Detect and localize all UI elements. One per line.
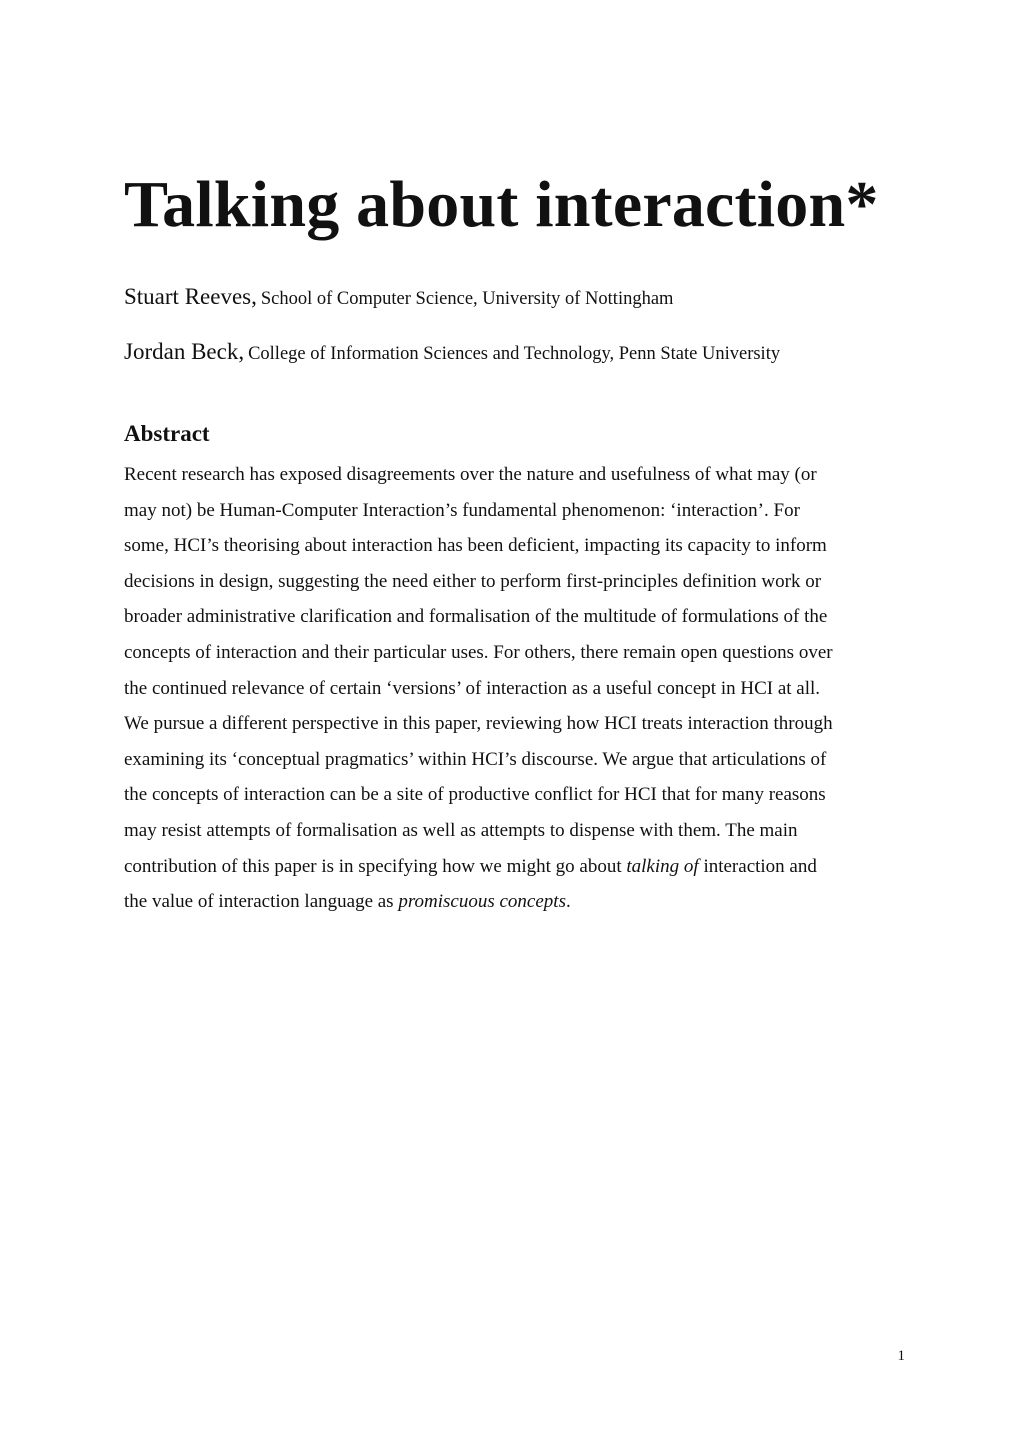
author-affiliation-1: School of Computer Science, University of Nottingham: [260, 289, 674, 309]
abstract-heading: Abstract: [124, 421, 210, 446]
author-name-2: Jordan Beck,: [124, 339, 245, 364]
abstract-line-2: may not) be Human-Computer Interaction’s fundamental phenomenon: ‘interaction’. For: [124, 499, 800, 521]
abstract-line-13-start: the value of interaction language as: [124, 891, 399, 913]
author-name-1: Stuart Reeves,: [124, 284, 257, 309]
abstract-line-7: the continued relevance of certain ‘versions’ of interaction as a useful concept in HCI at all.: [124, 677, 821, 699]
author-line-2: [124, 337, 780, 370]
abstract-line-12: [124, 849, 914, 885]
page-number: 1: [897, 1348, 905, 1364]
abstract-line-1: Recent research has exposed disagreements over the nature and usefulness of what may (or: [124, 464, 817, 485]
abstract-line-9: examining its ‘conceptual pragmatics’ within HCI’s discourse. We argue that articulations of: [124, 748, 827, 770]
abstract-line-12-start: contribution of this paper is in specifying how we might go about: [124, 855, 627, 877]
abstract-line-13-end: .: [565, 891, 571, 913]
abstract-emphasis-promiscuous-concepts: promiscuous concepts: [398, 891, 566, 913]
author-line-1: [124, 282, 673, 315]
abstract-line-11: may resist attempts of formalisation as well as attempts to dispense with them. The main: [124, 819, 798, 841]
abstract-line-4: decisions in design, suggesting the need either to perform first-principles definition work or: [124, 570, 822, 592]
abstract-emphasis-talking-of: talking of: [626, 855, 699, 877]
paper-title: Talking about interaction*: [124, 168, 879, 241]
abstract-body: [124, 457, 914, 920]
abstract-line-10: the concepts of interaction can be a site of productive conflict for HCI that for many reasons: [124, 784, 826, 806]
abstract-line-8: We pursue a different perspective in this paper, reviewing how HCI treats interaction through: [124, 713, 833, 735]
abstract-line-3: some, HCI’s theorising about interaction has been deficient, impacting its capacity to inform: [124, 535, 827, 557]
abstract-line-12-end: interaction and: [698, 855, 817, 877]
abstract-line-6: concepts of interaction and their particular uses. For others, there remain open questions over: [124, 641, 833, 663]
abstract-line-13: [124, 884, 914, 920]
abstract-line-5: broader administrative clarification and formalisation of the multitude of formulations of the: [124, 606, 828, 628]
author-affiliation-2: College of Information Sciences and Technology, Penn State University: [248, 344, 781, 364]
